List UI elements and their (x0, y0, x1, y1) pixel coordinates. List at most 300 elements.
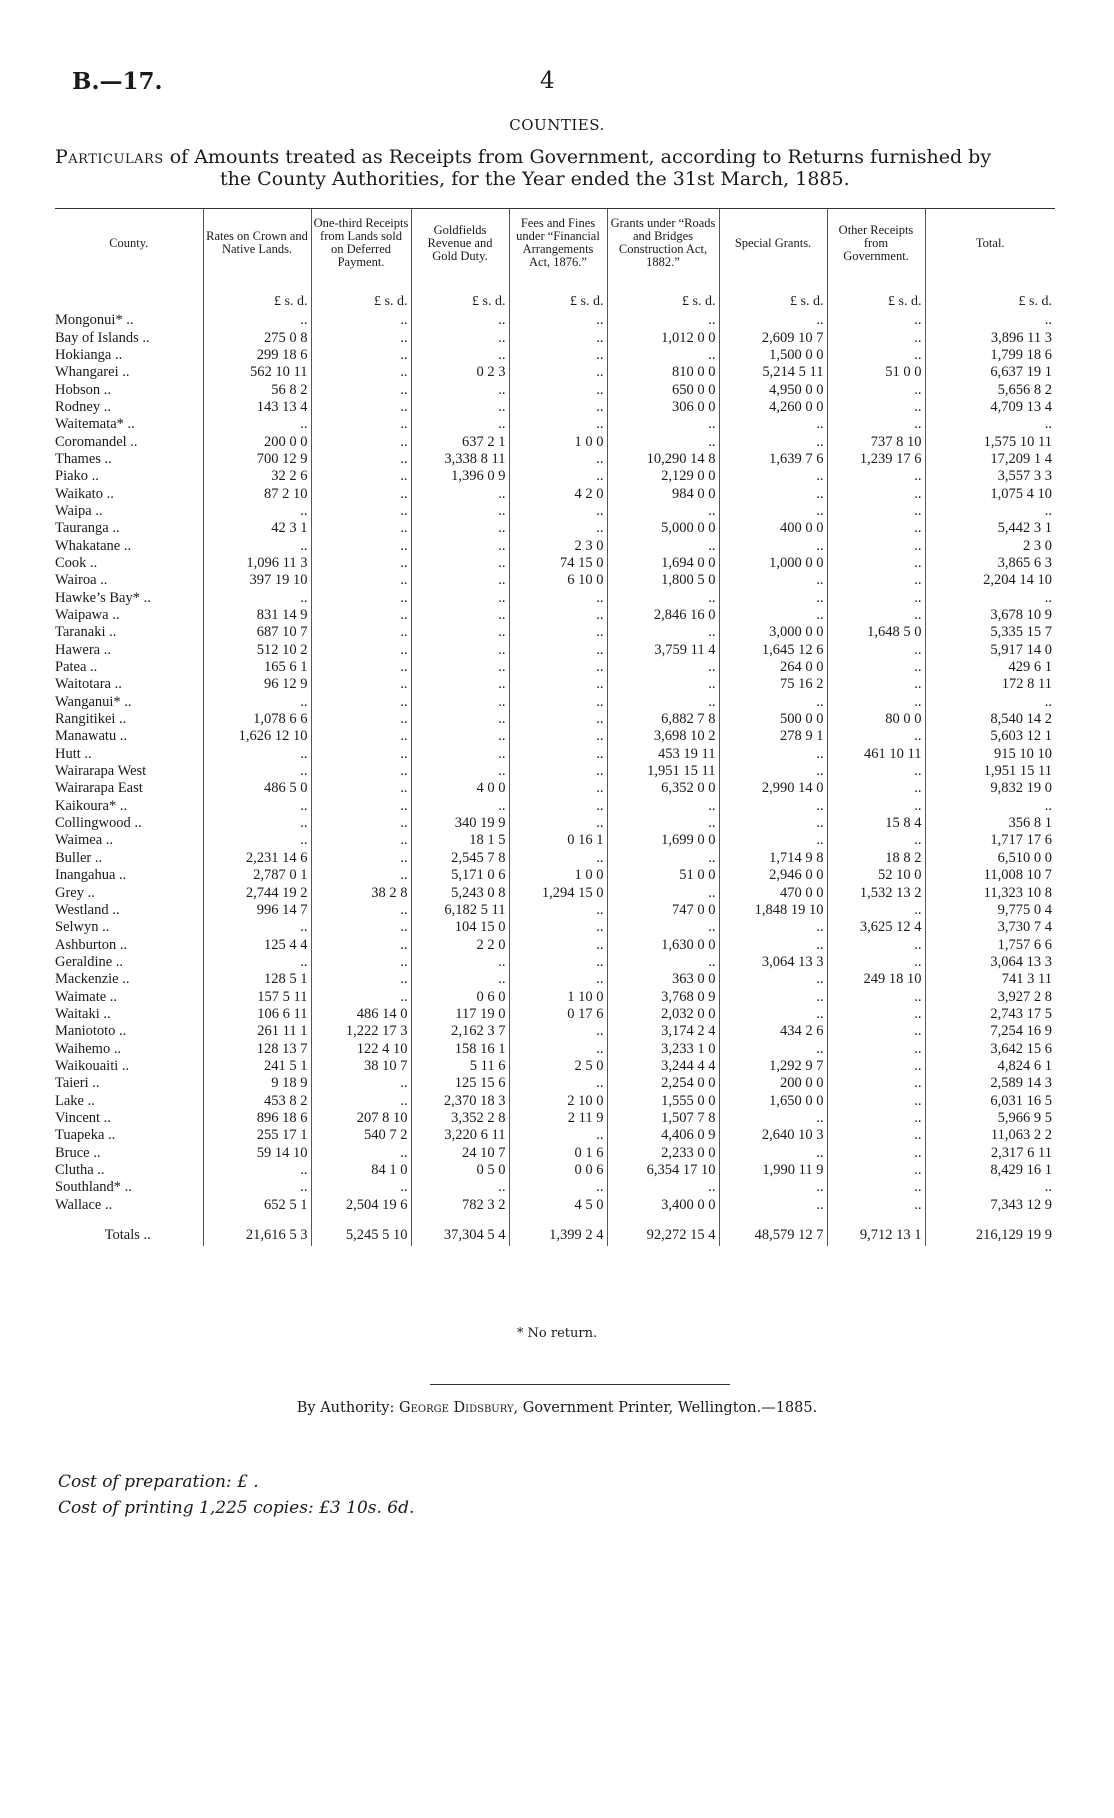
amount-cell: .. (311, 1179, 411, 1196)
cost-of-preparation: Cost of preparation: £ . (58, 1472, 259, 1492)
amount-cell: .. (827, 590, 925, 607)
column-header-special-grants: Special Grants. (719, 209, 827, 278)
county-name-cell: Inangahua .. (55, 867, 127, 884)
amount-cell: 255 17 1 (203, 1127, 311, 1144)
amount-cell: 1,500 0 0 (719, 347, 827, 364)
amount-cell: 3,698 10 2 (607, 728, 719, 745)
amount-cell: 2 3 0 (509, 537, 607, 554)
county-name-cell: Hawke’s Bay* .. (55, 589, 151, 606)
amount-cell: 125 4 4 (203, 936, 311, 953)
page-reference: B.—17. (72, 68, 163, 95)
amount-cell: 1,630 0 0 (607, 936, 719, 953)
amount-cell: 2,744 19 2 (203, 884, 311, 901)
amount-cell: .. (411, 503, 509, 520)
amount-cell: 7,343 12 9 (925, 1197, 1055, 1214)
amount-cell: .. (719, 971, 827, 988)
amount-cell: .. (827, 1075, 925, 1092)
column-header-county: County. (55, 209, 203, 278)
amount-cell: .. (411, 312, 509, 329)
amount-cell: 172 8 11 (925, 676, 1055, 693)
amount-cell: 3,338 8 11 (411, 451, 509, 468)
column-header-fees-fines: Fees and Fines under “Financial Arrangements Act, 1876.” (509, 209, 607, 278)
amount-cell: 5,656 8 2 (925, 381, 1055, 398)
unit-label: £ s. d. (311, 277, 411, 312)
county-name-cell: Waimate .. (55, 988, 118, 1005)
receipts-table (55, 208, 1055, 1246)
table-row (55, 642, 1055, 659)
amount-cell: 650 0 0 (607, 381, 719, 398)
amount-cell: .. (203, 416, 311, 433)
amount-cell: 51 0 0 (607, 867, 719, 884)
amount-cell: 1 10 0 (509, 988, 607, 1005)
amount-cell: .. (509, 642, 607, 659)
amount-cell: 6,031 16 5 (925, 1092, 1055, 1109)
amount-cell: 1,714 9 8 (719, 850, 827, 867)
amount-cell: .. (509, 954, 607, 971)
amount-cell: 5,171 0 6 (411, 867, 509, 884)
amount-cell: .. (411, 537, 509, 554)
amount-cell: .. (509, 746, 607, 763)
amount-cell: .. (411, 1179, 509, 1196)
amount-cell: .. (311, 659, 411, 676)
amount-cell: .. (827, 416, 925, 433)
amount-cell: .. (411, 624, 509, 641)
divider-rule (430, 1384, 730, 1385)
amount-cell: .. (203, 954, 311, 971)
county-name-cell: Whakatane .. (55, 537, 132, 554)
table-row (55, 329, 1055, 346)
amount-cell: 896 18 6 (203, 1110, 311, 1127)
amount-cell: .. (719, 590, 827, 607)
amount-cell: 157 5 11 (203, 988, 311, 1005)
amount-cell: 700 12 9 (203, 451, 311, 468)
amount-cell: 637 2 1 (411, 433, 509, 450)
county-name-cell: Waimea .. (55, 832, 114, 849)
amount-cell: 1 0 0 (509, 867, 607, 884)
amount-cell: .. (509, 1127, 607, 1144)
amount-cell: 1,396 0 9 (411, 468, 509, 485)
amount-cell: 356 8 1 (925, 815, 1055, 832)
amount-cell: 264 0 0 (719, 659, 827, 676)
table-row (55, 468, 1055, 485)
amount-cell: .. (827, 936, 925, 953)
table-row (55, 832, 1055, 849)
amount-cell: .. (311, 919, 411, 936)
amount-cell: .. (411, 485, 509, 502)
county-name-cell: Selwyn .. (55, 919, 110, 936)
table-row (55, 312, 1055, 329)
amount-cell: 984 0 0 (607, 485, 719, 502)
amount-cell: .. (203, 590, 311, 607)
amount-cell: .. (827, 1127, 925, 1144)
amount-cell: .. (925, 694, 1055, 711)
county-name-cell: Piako .. (55, 468, 99, 485)
amount-cell: .. (607, 954, 719, 971)
amount-cell: 9,775 0 4 (925, 902, 1055, 919)
total-cell: 5,245 5 10 (311, 1214, 411, 1246)
amount-cell: .. (203, 1179, 311, 1196)
table-row (55, 815, 1055, 832)
amount-cell: .. (827, 347, 925, 364)
amount-cell: .. (203, 503, 311, 520)
amount-cell: 143 13 4 (203, 399, 311, 416)
cost-of-printing: Cost of printing 1,225 copies: £3 10s. 6d. (58, 1498, 415, 1518)
amount-cell: 429 6 1 (925, 659, 1055, 676)
amount-cell: .. (411, 381, 509, 398)
amount-cell: 5,917 14 0 (925, 642, 1055, 659)
amount-cell: .. (411, 798, 509, 815)
amount-cell: .. (925, 503, 1055, 520)
amount-cell: .. (509, 381, 607, 398)
amount-cell: 652 5 1 (203, 1197, 311, 1214)
unit-label: £ s. d. (509, 277, 607, 312)
total-cell: 9,712 13 1 (827, 1214, 925, 1246)
amount-cell: 52 10 0 (827, 867, 925, 884)
county-name-cell: Manawatu .. (55, 728, 128, 745)
amount-cell: .. (203, 746, 311, 763)
amount-cell: 2,589 14 3 (925, 1075, 1055, 1092)
amount-cell: .. (827, 329, 925, 346)
amount-cell: .. (311, 364, 411, 381)
amount-cell: .. (411, 416, 509, 433)
amount-cell: 453 19 11 (607, 746, 719, 763)
amount-cell: .. (311, 1075, 411, 1092)
page-number: 4 (540, 68, 555, 94)
amount-cell: 128 5 1 (203, 971, 311, 988)
county-name-cell: Taranaki .. (55, 624, 117, 641)
amount-cell: .. (311, 347, 411, 364)
amount-cell: 500 0 0 (719, 711, 827, 728)
county-name-cell: Coromandel .. (55, 433, 138, 450)
amount-cell: 3,064 13 3 (719, 954, 827, 971)
amount-cell: .. (827, 1040, 925, 1057)
amount-cell: .. (509, 503, 607, 520)
amount-cell: .. (411, 728, 509, 745)
amount-cell: .. (827, 1006, 925, 1023)
total-cell: 37,304 5 4 (411, 1214, 509, 1246)
table-row (55, 1197, 1055, 1214)
amount-cell: 3,625 12 4 (827, 919, 925, 936)
amount-cell: .. (509, 329, 607, 346)
amount-cell: 3,896 11 3 (925, 329, 1055, 346)
amount-cell: 2,545 7 8 (411, 850, 509, 867)
table-row (55, 364, 1055, 381)
amount-cell: 4,406 0 9 (607, 1127, 719, 1144)
amount-cell: .. (509, 902, 607, 919)
table-row (55, 572, 1055, 589)
unit-label: £ s. d. (827, 277, 925, 312)
table-row (55, 676, 1055, 693)
unit-label: £ s. d. (411, 277, 509, 312)
table-row (55, 555, 1055, 572)
amount-cell: .. (311, 763, 411, 780)
amount-cell: .. (607, 694, 719, 711)
amount-cell: .. (411, 659, 509, 676)
unit-label: £ s. d. (203, 277, 311, 312)
amount-cell: 2,204 14 10 (925, 572, 1055, 589)
table-body (55, 277, 1055, 1214)
county-name-cell: Ashburton .. (55, 936, 128, 953)
amount-cell: .. (311, 312, 411, 329)
table-row (55, 884, 1055, 901)
amount-cell: .. (719, 503, 827, 520)
county-name-cell: Wanganui* .. (55, 693, 132, 710)
amount-cell: 1,717 17 6 (925, 832, 1055, 849)
table-row (55, 399, 1055, 416)
amount-cell: 363 0 0 (607, 971, 719, 988)
column-header-rates: Rates on Crown and Native Lands. (203, 209, 311, 278)
county-name-cell: Thames .. (55, 450, 112, 467)
amount-cell: .. (827, 902, 925, 919)
amount-cell: .. (607, 312, 719, 329)
amount-cell: .. (509, 850, 607, 867)
amount-cell: 207 8 10 (311, 1110, 411, 1127)
amount-cell: 0 1 6 (509, 1145, 607, 1162)
county-name-cell: Wairarapa East (55, 780, 143, 797)
amount-cell: .. (411, 642, 509, 659)
amount-cell: .. (509, 416, 607, 433)
amount-cell: .. (311, 936, 411, 953)
amount-cell: 1,639 7 6 (719, 451, 827, 468)
amount-cell: 1,532 13 2 (827, 884, 925, 901)
amount-cell: 1,626 12 10 (203, 728, 311, 745)
county-name-cell: Lake .. (55, 1092, 95, 1109)
amount-cell: .. (827, 537, 925, 554)
county-name-cell: Bruce .. (55, 1144, 101, 1161)
amount-cell: .. (827, 381, 925, 398)
amount-cell: 2,990 14 0 (719, 780, 827, 797)
amount-cell: .. (925, 798, 1055, 815)
table-row (55, 1145, 1055, 1162)
amount-cell: .. (827, 676, 925, 693)
county-name-cell: Waikato .. (55, 485, 114, 502)
table-title (55, 146, 1055, 190)
county-name-cell: Whangarei .. (55, 364, 130, 381)
amount-cell: 275 0 8 (203, 329, 311, 346)
section-heading: COUNTIES. (509, 116, 605, 134)
amount-cell: 1,645 12 6 (719, 642, 827, 659)
amount-cell: .. (411, 694, 509, 711)
total-cell: 92,272 15 4 (607, 1214, 719, 1246)
amount-cell: 7,254 16 9 (925, 1023, 1055, 1040)
table-row (55, 1058, 1055, 1075)
amount-cell: 6,882 7 8 (607, 711, 719, 728)
county-name-cell: Hawera .. (55, 641, 111, 658)
amount-cell: 0 6 0 (411, 988, 509, 1005)
amount-cell: 747 0 0 (607, 902, 719, 919)
amount-cell: 122 4 10 (311, 1040, 411, 1057)
amount-cell: 1,799 18 6 (925, 347, 1055, 364)
amount-cell: .. (311, 642, 411, 659)
amount-cell: .. (411, 746, 509, 763)
amount-cell: .. (607, 676, 719, 693)
amount-cell: .. (509, 728, 607, 745)
county-name-cell: Cook .. (55, 554, 98, 571)
amount-cell: 486 5 0 (203, 780, 311, 797)
amount-cell: .. (827, 555, 925, 572)
amount-cell: 18 8 2 (827, 850, 925, 867)
amount-cell: .. (411, 590, 509, 607)
table-row (55, 936, 1055, 953)
amount-cell: .. (827, 312, 925, 329)
county-name-cell: Waitemata* .. (55, 416, 135, 433)
amount-cell: .. (311, 902, 411, 919)
table-row (55, 711, 1055, 728)
amount-cell: .. (311, 711, 411, 728)
amount-cell: .. (311, 416, 411, 433)
amount-cell: 486 14 0 (311, 1006, 411, 1023)
receipts-table-container (55, 208, 1055, 1246)
amount-cell: .. (719, 988, 827, 1005)
amount-cell: .. (827, 798, 925, 815)
amount-cell: .. (827, 659, 925, 676)
amount-cell: .. (411, 347, 509, 364)
amount-cell: 2,032 0 0 (607, 1006, 719, 1023)
amount-cell: 2 11 9 (509, 1110, 607, 1127)
amount-cell: .. (509, 780, 607, 797)
amount-cell: .. (719, 1179, 827, 1196)
county-name-cell: Vincent .. (55, 1109, 111, 1126)
amount-cell: .. (719, 1197, 827, 1214)
amount-cell: .. (311, 694, 411, 711)
amount-cell: .. (719, 763, 827, 780)
table-row (55, 1023, 1055, 1040)
amount-cell: 87 2 10 (203, 485, 311, 502)
amount-cell: .. (509, 798, 607, 815)
table-row (55, 850, 1055, 867)
amount-cell: 2,233 0 0 (607, 1145, 719, 1162)
amount-cell: .. (311, 728, 411, 745)
amount-cell: .. (311, 572, 411, 589)
total-cell: 216,129 19 9 (925, 1214, 1055, 1246)
amount-cell: 2,609 10 7 (719, 329, 827, 346)
amount-cell: .. (411, 572, 509, 589)
amount-cell: .. (719, 832, 827, 849)
column-header-grants: Grants under “Roads and Bridges Construction Act, 1882.” (607, 209, 719, 278)
amount-cell: .. (311, 468, 411, 485)
county-name-cell: Tauranga .. (55, 520, 120, 537)
amount-cell: 1,951 15 11 (925, 763, 1055, 780)
amount-cell: .. (509, 468, 607, 485)
amount-cell: 11,323 10 8 (925, 884, 1055, 901)
amount-cell: .. (509, 971, 607, 988)
amount-cell: .. (311, 520, 411, 537)
amount-cell: 3,642 15 6 (925, 1040, 1055, 1057)
amount-cell: 32 2 6 (203, 468, 311, 485)
amount-cell: 1,096 11 3 (203, 555, 311, 572)
amount-cell: 3,678 10 9 (925, 607, 1055, 624)
amount-cell: 158 16 1 (411, 1040, 509, 1057)
table-row (55, 520, 1055, 537)
table-row (55, 1006, 1055, 1023)
amount-cell: .. (607, 624, 719, 641)
amount-cell: .. (607, 537, 719, 554)
table-row (55, 763, 1055, 780)
amount-cell: .. (311, 607, 411, 624)
amount-cell: .. (827, 1162, 925, 1179)
amount-cell: .. (607, 503, 719, 520)
table-row (55, 1092, 1055, 1109)
county-name-cell: Grey .. (55, 884, 95, 901)
amount-cell: 17,209 1 4 (925, 451, 1055, 468)
amount-cell: .. (311, 850, 411, 867)
unit-label: £ s. d. (719, 277, 827, 312)
table-row (55, 537, 1055, 554)
amount-cell: 42 3 1 (203, 520, 311, 537)
amount-cell: .. (311, 1145, 411, 1162)
amount-cell: 470 0 0 (719, 884, 827, 901)
amount-cell: 306 0 0 (607, 399, 719, 416)
units-row (55, 277, 1055, 312)
amount-cell: .. (607, 416, 719, 433)
amount-cell: .. (607, 850, 719, 867)
amount-cell: 1,292 9 7 (719, 1058, 827, 1075)
table-row (55, 798, 1055, 815)
amount-cell: 3,768 0 9 (607, 988, 719, 1005)
amount-cell: .. (311, 780, 411, 797)
amount-cell: .. (719, 919, 827, 936)
printer-imprint (0, 1400, 1114, 1416)
amount-cell: 1,694 0 0 (607, 555, 719, 572)
county-name-cell: Wairoa .. (55, 572, 108, 589)
amount-cell: .. (827, 832, 925, 849)
table-row (55, 728, 1055, 745)
amount-cell: .. (311, 624, 411, 641)
amount-cell: 6,354 17 10 (607, 1162, 719, 1179)
county-name-cell: Kaikoura* .. (55, 797, 128, 814)
amount-cell: .. (719, 694, 827, 711)
amount-cell: .. (203, 919, 311, 936)
amount-cell: .. (827, 694, 925, 711)
amount-cell: .. (203, 312, 311, 329)
amount-cell: .. (311, 399, 411, 416)
amount-cell: .. (311, 676, 411, 693)
amount-cell: 4,260 0 0 (719, 399, 827, 416)
amount-cell: 2,504 19 6 (311, 1197, 411, 1214)
table-title-lead: Particulars (55, 146, 164, 168)
amount-cell: 0 5 0 (411, 1162, 509, 1179)
amount-cell: 3,352 2 8 (411, 1110, 509, 1127)
amount-cell: .. (203, 694, 311, 711)
county-name-cell: Waihemo .. (55, 1040, 122, 1057)
county-name-cell: Wairarapa West (55, 763, 147, 780)
table-row (55, 416, 1055, 433)
amount-cell: .. (925, 590, 1055, 607)
amount-cell: .. (203, 537, 311, 554)
amount-cell: 6,352 0 0 (607, 780, 719, 797)
amount-cell: 2 2 0 (411, 936, 509, 953)
amount-cell: 3,244 4 4 (607, 1058, 719, 1075)
amount-cell: 397 19 10 (203, 572, 311, 589)
amount-cell: .. (607, 884, 719, 901)
amount-cell: .. (925, 416, 1055, 433)
column-header-total: Total. (925, 209, 1055, 278)
amount-cell: .. (827, 954, 925, 971)
amount-cell: .. (827, 485, 925, 502)
amount-cell: .. (827, 1145, 925, 1162)
amount-cell: .. (509, 711, 607, 728)
amount-cell: 1,078 6 6 (203, 711, 311, 728)
amount-cell: .. (607, 590, 719, 607)
amount-cell: .. (311, 832, 411, 849)
amount-cell: .. (827, 572, 925, 589)
amount-cell: .. (607, 1179, 719, 1196)
amount-cell: .. (411, 971, 509, 988)
amount-cell: 741 3 11 (925, 971, 1055, 988)
amount-cell: .. (311, 451, 411, 468)
county-name-cell: Waitotara .. (55, 676, 122, 693)
table-row (55, 746, 1055, 763)
